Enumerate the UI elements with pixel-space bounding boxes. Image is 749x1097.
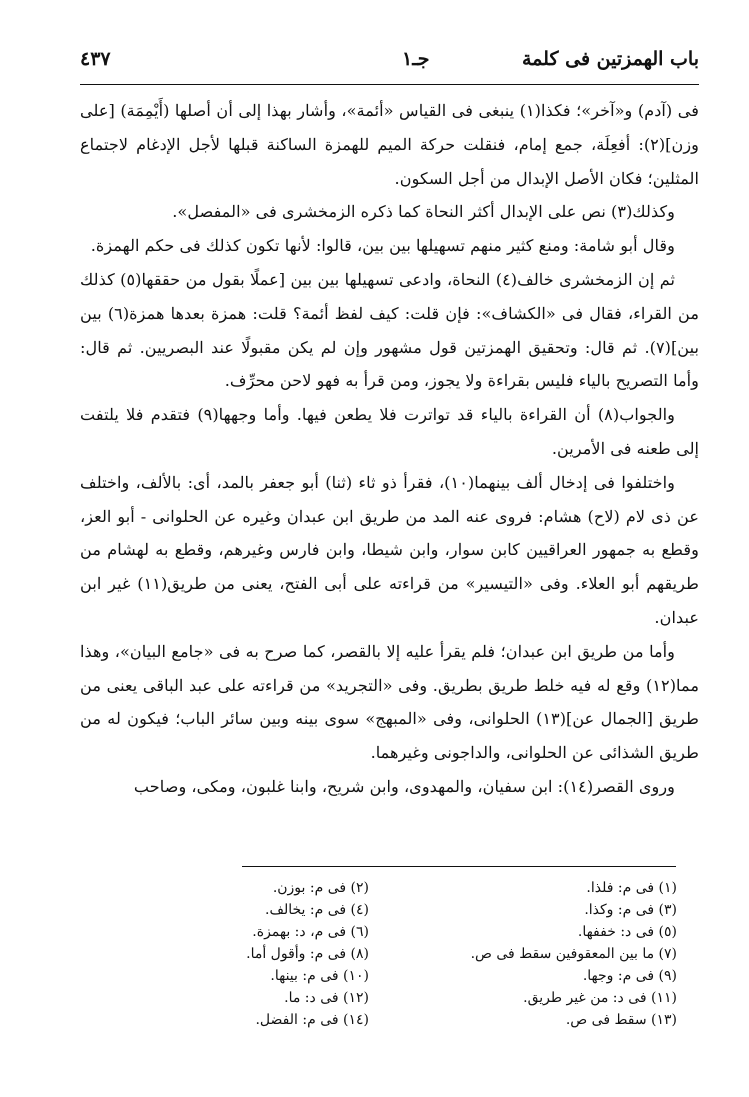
footnote: (٩) فى م: وجها. xyxy=(582,968,677,984)
footnote: (١٠) فى م: بينها. xyxy=(270,968,369,984)
footnote: (٦) فى م، د: بهمزة. xyxy=(252,924,369,940)
main-text xyxy=(80,94,699,804)
paragraph: فى (آدم) و«آخر»؛ فكذا(١) ينبغى فى القياس «أئمة»، وأشار بهذا إلى أن أصلها (أَيْمِمَة) [على وزن](٢): أفعِلَة، جمع إمام، فنقلت حركة الميم للهمزة الساكنة قبلها لأجل الإدغام لاجتماع المثلين؛ فكان الأصل الإبدال من أجل السكون. xyxy=(80,101,700,188)
footnote: (١٢) فى د: ما. xyxy=(284,990,369,1006)
footnote: (٨) فى م: وأقول أما. xyxy=(246,946,369,962)
footnote: (٤) فى م: يخالف. xyxy=(265,902,369,918)
paragraph: والجواب(٨) أن القراءة بالياء قد تواترت فلا يطعن فيها. وأما وجهها(٩) فتقدم فلا يلتفت إلى طعنه فى الأمرين. xyxy=(80,405,699,458)
page-header xyxy=(80,42,699,82)
footnote: (١) فى م: فلذا. xyxy=(586,880,677,896)
footnote: (١٤) فى م: الفضل. xyxy=(255,1012,369,1028)
footnote: (٢) فى م: بوزن. xyxy=(272,880,369,896)
paragraph: وأما من طريق ابن عبدان؛ فلم يقرأ عليه إلا بالقصر، كما صرح به فى «جامع البيان»، وهذا مما(١٢) وقع له فيه خلط طريق بطريق. وفى «التجريد» من قراءته على عبد الباقى يعنى من طريق [الجمال عن](١٣) الحلوانى، وفى «المبهج» سوى بينه وبين سائر الباب؛ فيكون له من طريق الشذائى عن الحلوانى، والداجونى وغيرهما. xyxy=(80,641,700,763)
paragraph: وقال أبو شامة: ومنع كثير منهم تسهيلها بين بين، قالوا: لأنها تكون كذلك فى حكم الهمزة. xyxy=(90,236,675,256)
footnote: (١١) فى د: من غير طريق. xyxy=(523,990,677,1006)
paragraph: وروى القصر(١٤): ابن سفيان، والمهدوى، وابن شريح، وابنا غلبون، ومكى، وصاحب xyxy=(133,776,675,796)
paragraph: واختلفوا فى إدخال ألف بينهما(١٠)، فقرأ ذو ثاء (ثنا) أبو جعفر بالمد، أى: بالألف، واختلف عن ذى لام (لاح) هشام: فروى عنه المد من طريق ابن عبدان وغيره عن الحلوانى - أبو العز، وقطع به جمهور العراقيين كابن سوار، وابن شيطا، وابن فارس وغيرهم، وقطع به لهشام من طريقهم أبو العلاء. وفى «التيسير» من قراءته على أبى الفتح، يعنى من طريق(١١) غير ابن عبدان. xyxy=(80,472,699,627)
header-divider xyxy=(80,84,699,85)
footnote: (٧) ما بين المعقوفين سقط فى ص. xyxy=(470,946,677,962)
paragraph: وكذلك(٣) نص على الإبدال أكثر النحاة كما ذكره الزمخشرى فى «المفصل». xyxy=(172,202,675,222)
footnotes-even-column xyxy=(69,877,369,1031)
footnote: (٥) فى د: خففها. xyxy=(577,924,677,940)
footnote: (٣) فى م: وكذا. xyxy=(584,902,677,918)
page-number: ٤٣٧ xyxy=(80,48,111,70)
volume-label: جـ١ xyxy=(402,48,430,70)
footnote: (١٣) سقط فى ص. xyxy=(565,1012,677,1028)
footnote-divider xyxy=(242,866,676,867)
paragraph: ثم إن الزمخشرى خالف(٤) النحاة، وادعى تسهيلها بين بين [عملًا بقول من حققها(٥) كذلك من القراء، فقال فى «الكشاف»: فإن قلت: كيف لفظ أئمة؟ قلت: همزة بعدها همزة(٦) بين بين](٧). ثم قال: وتحقيق الهمزتين قول مشهور وإن لم يكن مقبولًا عند البصريين. ثم قال: وأما التصريح بالياء فليس بقراءة ولا يجوز، ومن قرأ به فهو لاحن محرِّف. xyxy=(80,269,699,391)
footnotes-odd-column xyxy=(377,877,677,1031)
chapter-title: باب الهمزتين فى كلمة xyxy=(521,48,699,70)
